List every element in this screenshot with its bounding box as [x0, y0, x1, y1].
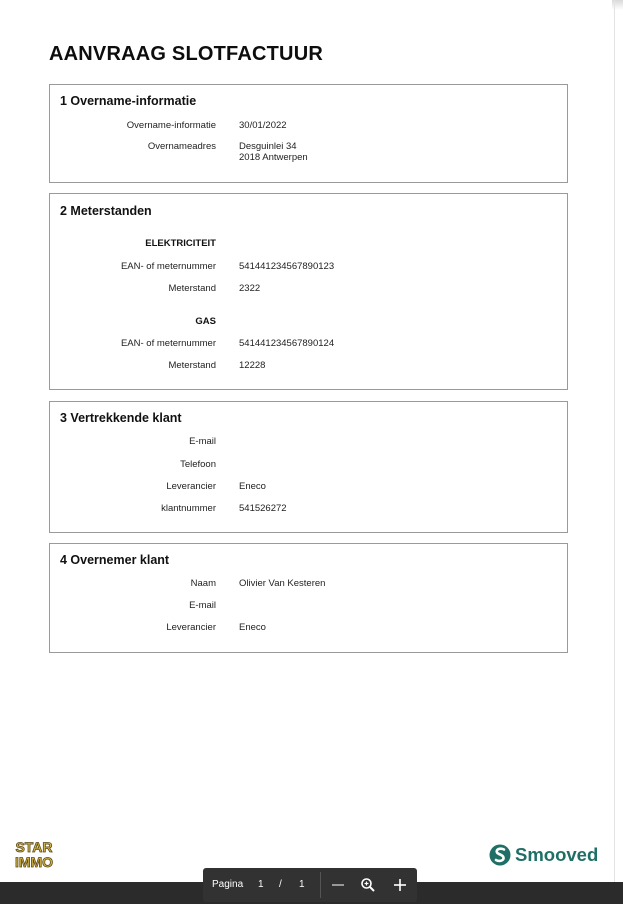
current-page-input[interactable]: 1 [258, 879, 264, 890]
section-title: 2 Meterstanden [60, 204, 152, 218]
field-label: Meterstand [168, 283, 216, 294]
svg-text:IMMO: IMMO [14, 854, 54, 870]
smooved-logo [489, 842, 604, 868]
field-label: EAN- of meternummer [120, 261, 216, 272]
magnifier-icon[interactable] [359, 876, 377, 894]
field-label: E-mail [189, 436, 216, 447]
page-edge [614, 0, 615, 882]
field-row [50, 481, 567, 495]
subheading-gas: GAS [195, 316, 216, 327]
section-title: 1 Overname-informatie [60, 94, 197, 108]
field-row [50, 622, 567, 636]
field-row [50, 283, 567, 297]
field-row [50, 120, 567, 134]
section-meterstanden [49, 193, 568, 390]
field-row [50, 459, 567, 473]
section-title: 4 Overnemer klant [60, 553, 170, 567]
page-separator: / [279, 879, 282, 890]
subheading-electricity: ELEKTRICITEIT [145, 238, 216, 249]
section-overname-informatie [49, 84, 568, 183]
svg-text:Smooved: Smooved [515, 844, 599, 865]
section-vertrekkende-klant [49, 401, 568, 533]
field-row [50, 141, 567, 163]
document-title: AANVRAAG SLOTFACTUUR [49, 43, 323, 65]
field-value: Desguinlei 34 [239, 141, 297, 152]
star-immo-logo [8, 838, 60, 872]
field-label: Naam [190, 578, 216, 589]
field-row [50, 338, 567, 352]
section-title: 3 Vertrekkende klant [60, 411, 182, 425]
field-value-line2: 2018 Antwerpen [239, 152, 308, 163]
field-value: 541526272 [239, 503, 287, 514]
field-row [50, 360, 567, 374]
toolbar-divider [320, 872, 321, 898]
field-value: Olivier Van Kesteren [239, 578, 326, 589]
field-row [50, 261, 567, 275]
section-overnemer-klant [49, 543, 568, 653]
field-value: Eneco [239, 481, 266, 492]
field-label: Telefoon [180, 459, 216, 470]
field-label: EAN- of meternummer [120, 338, 216, 349]
field-value: 541441234567890124 [239, 338, 335, 349]
field-value: 30/01/2022 [239, 120, 287, 131]
page-label: Pagina [212, 879, 244, 890]
field-label: Overname-informatie [126, 120, 216, 131]
total-pages: 1 [299, 879, 305, 890]
field-label: E-mail [189, 600, 216, 611]
field-value: 12228 [239, 360, 266, 371]
field-value: 2322 [239, 283, 261, 294]
svg-text:STAR: STAR [15, 839, 53, 855]
field-value: Eneco [239, 622, 266, 633]
field-row [50, 578, 567, 592]
field-label: Leverancier [166, 481, 216, 492]
page-navigation-toolbar [203, 868, 417, 902]
field-label: klantnummer [161, 503, 216, 514]
field-label: Overnameadres [147, 141, 216, 152]
field-value: 541441234567890123 [239, 261, 335, 272]
field-row [50, 436, 567, 450]
field-label: Meterstand [168, 360, 216, 371]
field-row [50, 600, 567, 614]
field-label: Leverancier [166, 622, 216, 633]
field-row [50, 503, 567, 517]
zoom-in-button[interactable] [391, 876, 409, 894]
zoom-out-button[interactable] [329, 876, 347, 894]
